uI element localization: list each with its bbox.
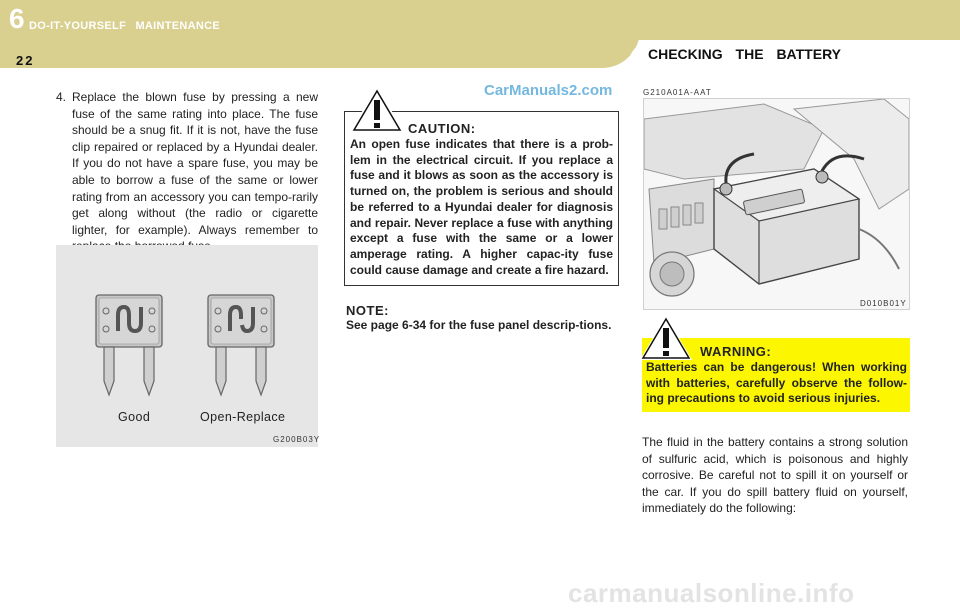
caption-good: Good	[118, 410, 151, 424]
figure-code: G200B03Y	[273, 435, 321, 444]
battery-photo	[643, 98, 910, 310]
battery-fluid-text: The fluid in the battery contains a strong solution of sulfuric acid, which is poisonous and highly corrosive. Be careful not to spill it on yourself or the car. If you do spill battery fluid on yourself, immediately do the following:	[642, 435, 908, 516]
good-fuse-icon	[96, 295, 162, 395]
fuse-figure	[56, 245, 321, 447]
section-code: G210A01A-AAT	[643, 88, 712, 97]
warning-triangle-icon	[638, 314, 694, 362]
step-text: Replace the blown fuse by pressing a new fuse of the same rating into place. The fuse should be a snug fit. If it is not, have the fuse clip repaired or replaced by a Hyundai dealer. If you do not have a spare fuse, you may be able to borrow a fuse of the same or lower rating from an accessory you can tempo-rarily get along without (the radio or cigarette lighter, for example). Always remember to	[72, 90, 318, 237]
battery-engine-bay-illustration	[644, 99, 909, 309]
chapter-number: 6	[9, 3, 25, 34]
caution-triangle-icon	[349, 86, 405, 134]
note-text: See page 6-34 for the fuse panel descrip-tions.	[346, 318, 612, 332]
section-title: CHECKING THE BATTERY	[648, 46, 841, 62]
header-tab	[0, 0, 640, 68]
blown-fuse-icon	[208, 295, 274, 395]
watermark-bottom: carmanualsonline.info	[568, 578, 855, 608]
caption-open-replace: Open-Replace	[200, 410, 286, 424]
photo-code: D010B01Y	[860, 299, 907, 308]
warning-text: Batteries can be dangerous! When working with batteries, carefully observe the follow-ing precautions to avoid serious injuries.	[646, 360, 907, 406]
watermark-link[interactable]: CarManuals2.com	[484, 82, 613, 99]
chapter-title: DO-IT-YOURSELF MAINTENANCE	[29, 20, 221, 32]
page-number: 22	[16, 53, 35, 68]
warning-title: WARNING:	[700, 344, 772, 359]
step-number: 4.	[56, 90, 67, 104]
caution-title: CAUTION:	[408, 121, 476, 136]
note-title: NOTE:	[346, 303, 389, 318]
caution-text: An open fuse indicates that there is a prob-lem in the electrical circuit. If you replace a fuse and it blows as soon as the accessory is turned on, the problem is serious and should be referred to a Hyundai dealer for diagnosis and repair. Never replace a fuse with anything except a fuse with the same or a lower amperage rating. A higher capac-ity fuse could cause damage and create a fire hazard.	[350, 137, 613, 277]
